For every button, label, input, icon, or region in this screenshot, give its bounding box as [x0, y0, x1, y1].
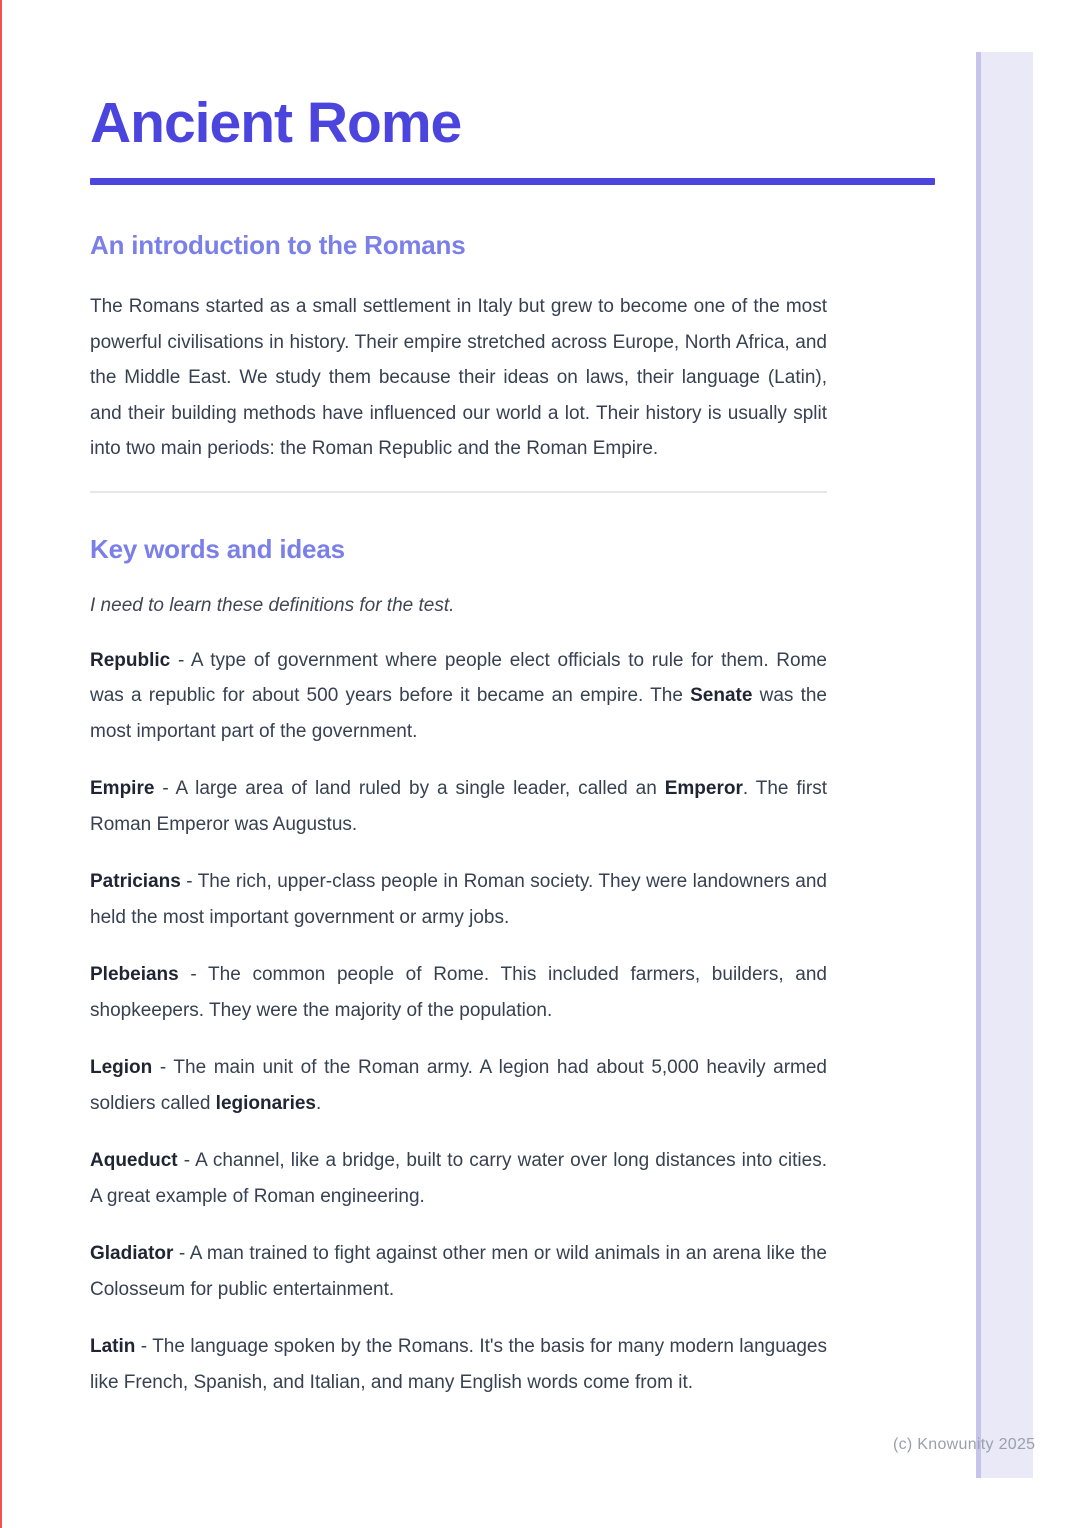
- definition-paragraph: [90, 1236, 827, 1307]
- definition-term: Legion: [90, 1057, 153, 1078]
- definition-term: Emperor: [664, 778, 743, 799]
- definition-text: . The first Roman Emperor was Augustus.: [90, 778, 827, 835]
- definition-paragraph: [90, 957, 827, 1028]
- definition-term: Empire: [90, 778, 155, 799]
- definition-paragraph: [90, 1329, 827, 1400]
- definition-text: - The main unit of the Roman army. A legion had about 5,000 heavily armed soldiers called: [90, 1057, 827, 1114]
- definition-term: legionaries: [215, 1092, 316, 1114]
- keywords-note: I need to learn these definitions for the test.: [90, 594, 455, 616]
- section-divider: [90, 491, 827, 493]
- definition-paragraph: [90, 771, 827, 842]
- definition-term: Patricians: [90, 871, 181, 892]
- definition-text: .: [316, 1092, 322, 1114]
- definition-paragraph: [90, 1050, 827, 1121]
- intro-paragraph: The Romans started as a small settlement in Italy but grew to become one of the most powerful civilisations in history. Their empire stretched across Europe, North Africa, and the Middle East. We study them because their ideas on laws, their language (Latin), and their building methods have influenced our world a lot. Their history is usually split into two main periods: the Roman Republic and the Roman Empire.: [90, 296, 827, 459]
- definition-text: - A channel, like a bridge, built to carry water over long distances into cities. A great example of Roman engineering.: [90, 1150, 827, 1207]
- definition-paragraph: [90, 1143, 827, 1214]
- definition-term: Senate: [690, 685, 753, 706]
- definition-text: was the most important part of the government.: [90, 685, 827, 742]
- intro-section-heading: An introduction to the Romans: [90, 230, 466, 260]
- definition-term: Plebeians: [90, 964, 179, 985]
- definition-text: - A type of government where people elect officials to rule for them. Rome was a republic for about 500 years before it became an empire. The: [90, 649, 827, 706]
- document-content: [90, 0, 935, 1400]
- definition-text: - The common people of Rome. This included farmers, builders, and shopkeepers. They were the majority of the population.: [90, 964, 827, 1021]
- title-underline-rule: [90, 178, 935, 185]
- keywords-section-heading: Key words and ideas: [90, 533, 345, 564]
- definition-text: - A large area of land ruled by a single leader, called an: [154, 778, 665, 799]
- left-red-edge-line: [0, 0, 2, 1528]
- definition-term: Gladiator: [90, 1243, 174, 1264]
- right-side-bar: [976, 52, 1033, 1478]
- definition-paragraph: [90, 643, 827, 750]
- page-title: Ancient Rome: [90, 91, 462, 155]
- definitions-list: [90, 643, 935, 1401]
- definition-text: - The language spoken by the Romans. It's the basis for many modern languages like French, Spanish, and Italian, and many English words come from it.: [90, 1336, 827, 1393]
- copyright-text: (c) Knowunity 2025: [893, 1436, 1036, 1453]
- definition-paragraph: [90, 864, 827, 935]
- definition-term: Latin: [90, 1336, 136, 1357]
- definition-term: Aqueduct: [90, 1150, 178, 1171]
- definition-text: - A man trained to fight against other men or wild animals in an arena like the Colosseum for public entertainment.: [90, 1243, 827, 1300]
- definition-term: Republic: [90, 649, 171, 671]
- definition-text: - The rich, upper-class people in Roman society. They were landowners and held the most important government or army jobs.: [90, 871, 827, 928]
